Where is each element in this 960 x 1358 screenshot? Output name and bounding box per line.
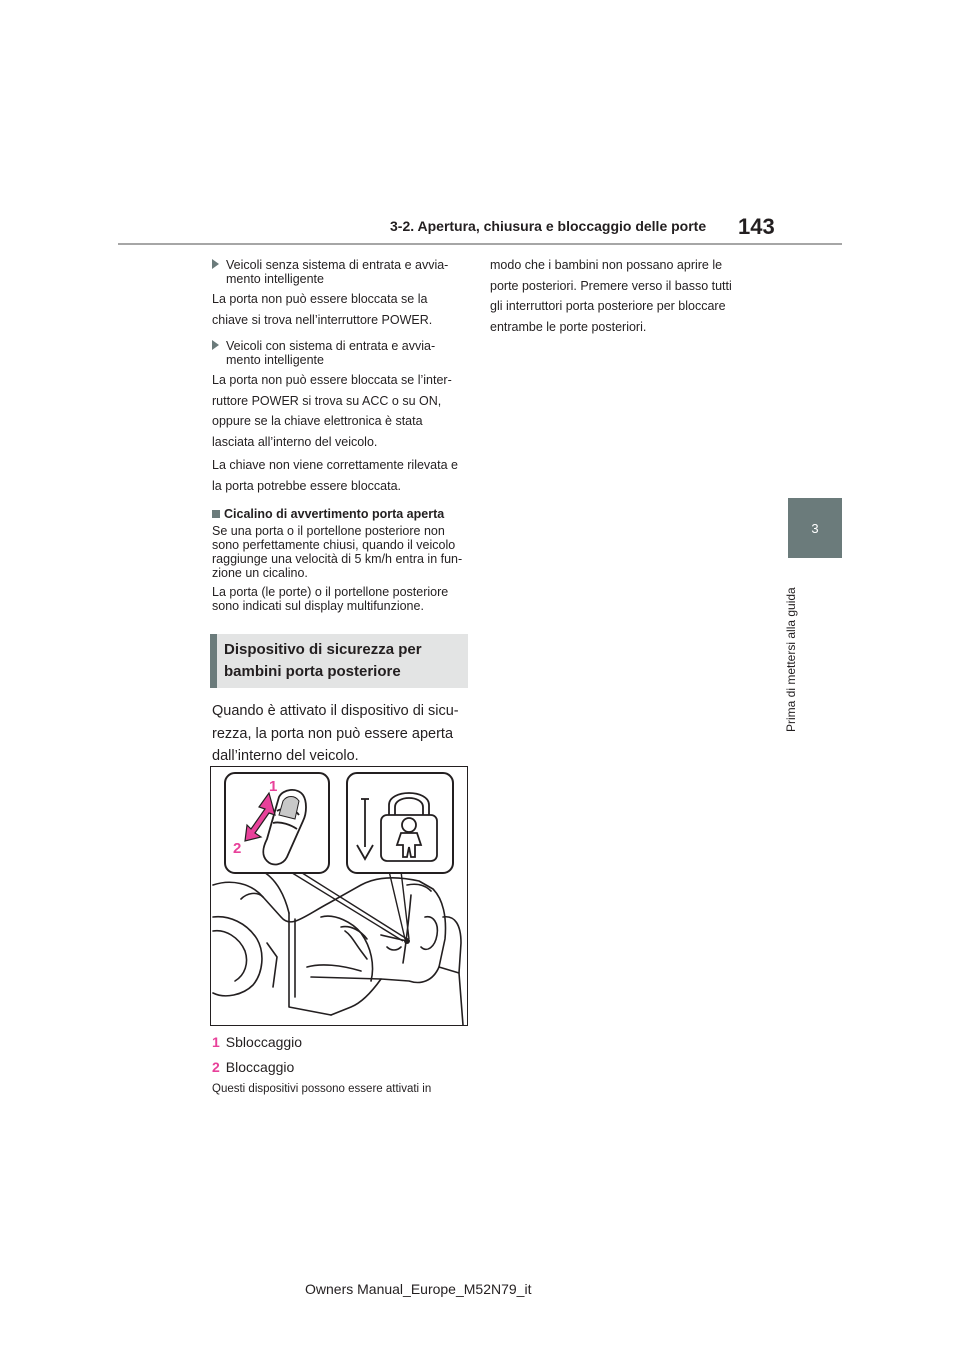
chapter-tab (788, 498, 842, 558)
triangle-bullet-icon (212, 340, 219, 350)
bullet-item: Veicoli senza sistema di entrata e avvia- mento intelligente (212, 258, 474, 286)
chapter-tab-number: 3 (811, 520, 819, 536)
footnote-text: Questi dispositivi possono essere attivati in (212, 1083, 432, 1095)
section-intro: Quando è attivato il dispositivo di sicu- rezza, la porta non può essere aperta dall’interno del veicolo. (212, 703, 459, 764)
legend-item: 1 Sbloccaggio (212, 1034, 303, 1050)
running-header: 3-2. Apertura, chiusura e bloccaggio delle porte (390, 218, 707, 234)
paragraph: Se una porta o il portellone posteriore non sono perfettamente chiusi, quando il veicolo raggiunge una velocità di 5 km/h entra in fun- zione un cicalino. (212, 524, 463, 580)
callout-label-1: 1 (269, 778, 278, 795)
header-divider (118, 243, 842, 245)
legend-item: 2 Bloccaggio (212, 1059, 295, 1075)
child-lock-illustration (210, 766, 468, 1026)
left-column (212, 252, 474, 618)
chapter-side-title-text: Prima di mettersi alla guida (784, 587, 798, 732)
paragraph: La porta non può essere bloccata se la chiave si trova nell’interruttore POWER. (212, 292, 433, 327)
square-bullet-icon (212, 510, 220, 518)
chapter-side-title (784, 566, 802, 736)
section-heading-bar (210, 634, 217, 688)
child-lock-drawing (211, 767, 467, 1025)
callout-label-2: 2 (233, 840, 242, 857)
figure-legend (212, 1030, 302, 1080)
page-footer: Owners Manual_Europe_M52N79_it (305, 1281, 532, 1297)
right-column: modo che i bambini non possano aprire le porte posteriori. Premere verso il basso tutti gli interruttori porta posteriore per bloccare entrambe le porte posteriori. (490, 258, 732, 334)
section-heading: Dispositivo di sicurezza per bambini porta posteriore (210, 634, 468, 688)
page-number: 143 (738, 214, 775, 239)
paragraph: La porta non può essere bloccata se l’inter- ruttore POWER si trova su ACC o su ON, oppure se la chiave elettronica è stata lasciata all’interno del veicolo. (212, 373, 452, 449)
bullet-item: Veicoli con sistema di entrata e avvia- mento intelligente (212, 339, 474, 367)
paragraph: La porta (le porte) o il portellone posteriore sono indicati sul display multifunzione. (212, 585, 449, 613)
paragraph: La chiave non viene correttamente rilevata e la porta potrebbe essere bloccata. (212, 458, 458, 493)
triangle-bullet-icon (212, 259, 219, 269)
subheading: Cicalino di avvertimento porta aperta (212, 506, 474, 522)
